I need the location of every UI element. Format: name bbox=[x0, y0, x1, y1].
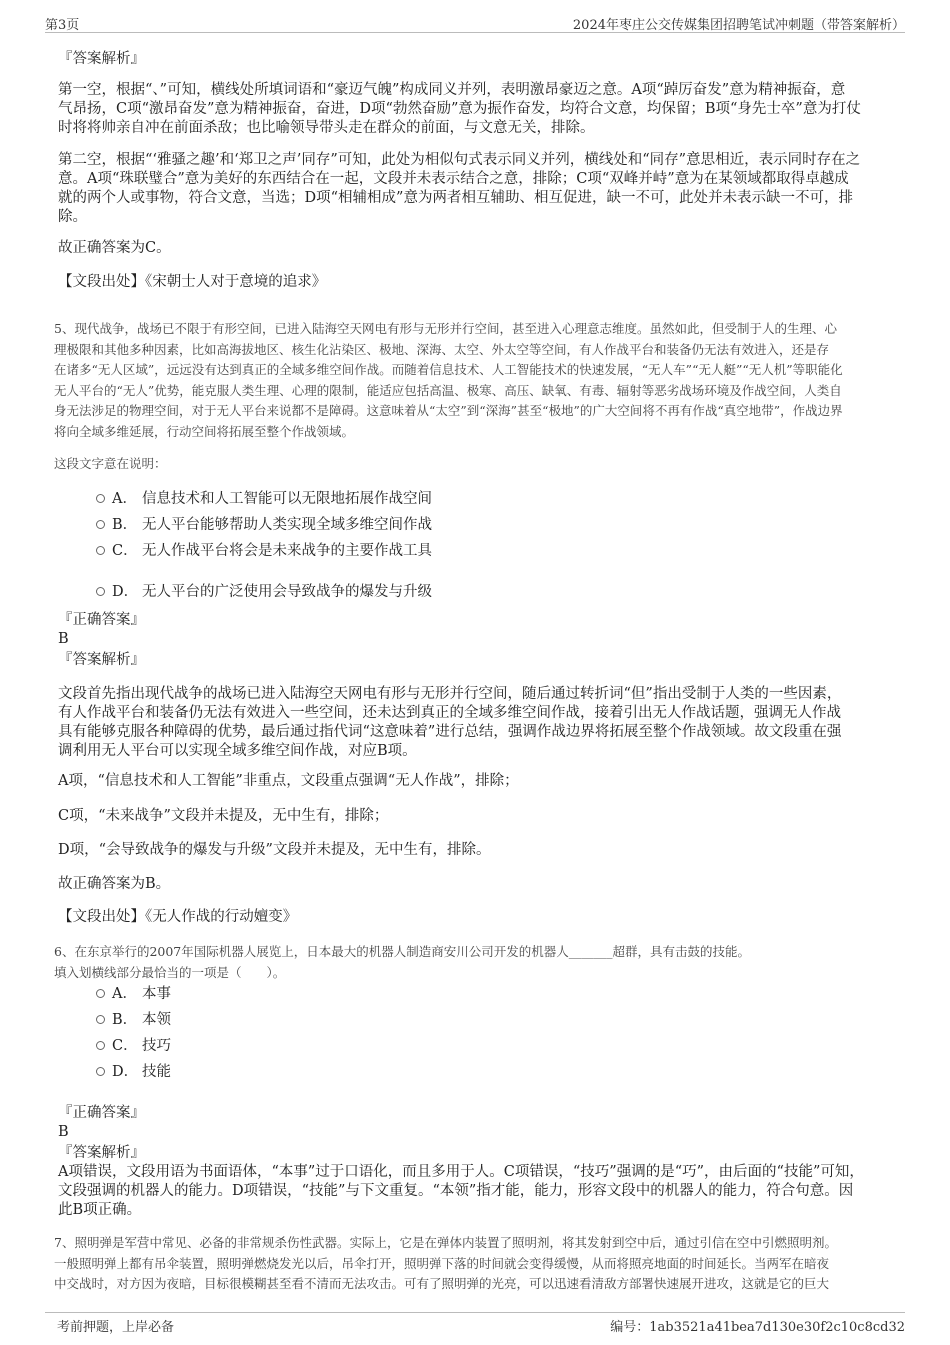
text-line: 6、在东京举行的2007年国际机器人展览上，日本最大的机器人制造商安川公司开发的机器人_______超群，具有击鼓的技能。 bbox=[54, 944, 751, 959]
q5-option-c[interactable] bbox=[96, 542, 432, 561]
q6-stem bbox=[54, 942, 750, 983]
text-line: 第一空，根据“、”可知，横线处所填词语和“豪迈气魄”构成同义并列，表明激昂豪迈之意。A项“踔厉奋发”意为精神振奋，意 bbox=[58, 82, 846, 98]
q5-note-c: C项，“未来战争”文段并未提及，无中生有，排除； bbox=[58, 808, 389, 824]
text-line: 具有能够克服各种障碍的优势，最后通过指代词“这意味着”进行总结，强调作战边界将拓展至整个作战领域。故文段重在强 bbox=[58, 724, 842, 740]
q5-note-d: D项，“会导致战争的爆发与升级”文段并未提及，无中生有，排除。 bbox=[58, 842, 491, 858]
page-header bbox=[45, 10, 905, 33]
text-line: 就的两个人或事物，符合文意，当选；D项“相辅相成”意为两者相互辅助、相互促进，缺一不可，此处并未表示缺一不可，排 bbox=[58, 190, 853, 206]
text-line: 将向全域多维延展，行动空间将拓展至整个作战领域。 bbox=[54, 423, 355, 439]
text-line: 意。A项“珠联璧合”意为美好的东西结合在一起，文段并未表示结合之意，排除；C项“双峰并峙”意为在某领域都取得卓越成 bbox=[58, 171, 849, 187]
q6-analysis-label: 『答案解析』 bbox=[58, 1145, 145, 1161]
q4-analysis-p2 bbox=[58, 151, 860, 227]
radio-icon[interactable] bbox=[96, 546, 105, 555]
radio-icon[interactable] bbox=[96, 520, 105, 529]
q5-note-a: A项，“信息技术和人工智能”非重点，文段重点强调“无人作战”，排除； bbox=[58, 773, 519, 789]
option-letter: B． bbox=[112, 517, 138, 533]
text-line: 中交战时，对方因为夜暗，目标很模糊甚至看不清而无法攻击。可有了照明弹的光亮，可以迅速看清敌方部署快速展开进攻，这就是它的巨大 bbox=[54, 1276, 830, 1291]
text-line: 文段强调的机器人的能力。D项错误，“技能”与下文重复。“本领”指才能，能力，形容文段中的机器人的能力，符合句意。因 bbox=[58, 1183, 854, 1199]
q4-analysis-p1 bbox=[58, 81, 861, 138]
footer-slogan: 考前押题，上岸必备 bbox=[57, 1320, 175, 1335]
radio-icon[interactable] bbox=[96, 1015, 105, 1024]
text-line: 除。 bbox=[58, 209, 87, 225]
text-line: 调利用无人平台可以实现全域多维空间作战，对应B项。 bbox=[58, 743, 417, 759]
text-line: 身无法涉足的物理空间，对于无人平台来说都不是障碍。这意味着从“太空”到“深海”甚至“极地”的广大空间将不再有作战“真空地带”，作战边界 bbox=[54, 403, 843, 418]
option-text: 无人平台能够帮助人类实现全域多维空间作战 bbox=[142, 517, 432, 533]
text-line: 理极限和其他多种因素，比如高海拔地区、核生化沾染区、极地、深海、太空、外太空等空间，有人作战平台和装备仍无法有效进入，还是存 bbox=[54, 341, 830, 357]
q4-analysis-label: 『答案解析』 bbox=[58, 51, 145, 67]
q6-option-a[interactable] bbox=[96, 985, 171, 1004]
q5-answer-label: 『正确答案』 bbox=[58, 612, 145, 628]
option-letter: D． bbox=[112, 1064, 139, 1080]
q5-answer: B bbox=[58, 631, 69, 647]
text-line: 5、现代战争，战场已不限于有形空间，已进入陆海空天网电有形与无形并行空间，甚至进入心理意志维度。虽然如此，但受制于人的生理、心 bbox=[54, 321, 837, 336]
text-line: 在诸多“无人区域”，远远没有达到真正的全域多维空间作战。而随着信息技术、人工智能技术的快速发展，“无人车”“无人艇”“无人机”等职能化 bbox=[54, 362, 843, 377]
option-letter: B． bbox=[112, 1012, 138, 1028]
q6-option-d[interactable] bbox=[96, 1063, 171, 1082]
text-line: 文段首先指出现代战争的战场已进入陆海空天网电有形与无形并行空间，随后通过转折词“但”指出受制于人类的一些因素， bbox=[58, 686, 842, 702]
q5-stem bbox=[54, 319, 843, 442]
q5-analysis-label: 『答案解析』 bbox=[58, 652, 145, 668]
text-line: 第二空，根据“‘雅骚之趣’和‘郑卫之声’同存”可知，此处为相似句式表示同义并列，横线处和“同存”意思相近，表示同时存在之 bbox=[58, 152, 861, 168]
option-text: 技巧 bbox=[142, 1038, 171, 1054]
option-letter: A． bbox=[112, 986, 137, 1002]
option-text: 本事 bbox=[142, 986, 171, 1002]
option-letter: C． bbox=[112, 543, 138, 559]
text-line: A项错误，文段用语为书面语体，“本事”过于口语化，而且多用于人。C项错误，“技巧”强调的是“巧”，由后面的“技能”可知， bbox=[58, 1164, 864, 1180]
document-id: 编号：1ab3521a41bea7d130e30f2c10c8cd32 bbox=[610, 1320, 905, 1335]
page-footer bbox=[45, 1312, 905, 1335]
q6-answer-label: 『正确答案』 bbox=[58, 1105, 145, 1121]
option-text: 技能 bbox=[142, 1064, 171, 1080]
option-letter: C． bbox=[112, 1038, 138, 1054]
q5-conclusion: 故正确答案为B。 bbox=[58, 876, 171, 892]
text-line: 时将将帅亲自冲在前面杀敌；也比喻领导带头走在群众的前面，与文意无关，排除。 bbox=[58, 120, 595, 136]
text-line: 此B项正确。 bbox=[58, 1202, 142, 1218]
option-letter: A． bbox=[112, 491, 137, 507]
option-text: 信息技术和人工智能可以无限地拓展作战空间 bbox=[142, 491, 432, 507]
q5-option-a[interactable] bbox=[96, 490, 432, 509]
q6-option-b[interactable] bbox=[96, 1011, 171, 1030]
option-text: 无人作战平台将会是未来战争的主要作战工具 bbox=[142, 543, 432, 559]
radio-icon[interactable] bbox=[96, 587, 105, 596]
option-text: 无人平台的广泛使用会导致战争的爆发与升级 bbox=[142, 584, 432, 600]
document-title: 2024年枣庄公交传媒集团招聘笔试冲刺题（带答案解析） bbox=[572, 18, 905, 33]
q5-analysis bbox=[58, 685, 841, 761]
option-letter: D． bbox=[112, 584, 139, 600]
option-text: 本领 bbox=[142, 1012, 171, 1028]
page-number: 第3页 bbox=[45, 18, 80, 33]
q6-analysis bbox=[58, 1163, 864, 1220]
q5-prompt: 这段文字意在说明： bbox=[54, 456, 167, 471]
q6-answer: B bbox=[58, 1124, 69, 1140]
q6-option-c[interactable] bbox=[96, 1037, 171, 1056]
q7-stem bbox=[54, 1233, 837, 1295]
radio-icon[interactable] bbox=[96, 1041, 105, 1050]
radio-icon[interactable] bbox=[96, 494, 105, 503]
text-line: 填入划横线部分最恰当的一项是（ ）。 bbox=[54, 964, 286, 980]
text-line: 7、照明弹是军营中常见、必备的非常规杀伤性武器。实际上，它是在弹体内装置了照明剂，将其发射到空中后，通过引信在空中引燃照明剂。 bbox=[54, 1235, 837, 1250]
q4-source: 【文段出处】《宋朝士人对于意境的追求》 bbox=[58, 274, 327, 290]
text-line: 一般照明弹上都有吊伞装置，照明弹燃烧发光以后，吊伞打开，照明弹下落的时间就会变得缓慢，从而将照亮地面的时间延长。当两军在暗夜 bbox=[54, 1255, 830, 1271]
q5-option-d[interactable] bbox=[96, 583, 432, 602]
q4-conclusion: 故正确答案为C。 bbox=[58, 240, 171, 256]
radio-icon[interactable] bbox=[96, 1067, 105, 1076]
text-line: 无人平台的“无人”优势，能克服人类生理、心理的限制，能适应包括高温、极寒、高压、缺氧、有毒、辐射等恶劣战场环境及作战空间，人类自 bbox=[54, 382, 842, 398]
radio-icon[interactable] bbox=[96, 989, 105, 998]
q5-source: 【文段出处】《无人作战的行动嬗变》 bbox=[58, 909, 298, 925]
text-line: 有人作战平台和装备仍无法有效进入一些空间，还未达到真正的全域多维空间作战，接着引出无人作战话题，强调无人作战 bbox=[58, 705, 841, 721]
text-line: 气昂扬，C项“激昂奋发”意为精神振奋，奋进，D项“勃然奋励”意为振作奋发，均符合文意，均保留；B项“身先士卒”意为打仗 bbox=[58, 101, 861, 117]
q5-option-b[interactable] bbox=[96, 516, 432, 535]
